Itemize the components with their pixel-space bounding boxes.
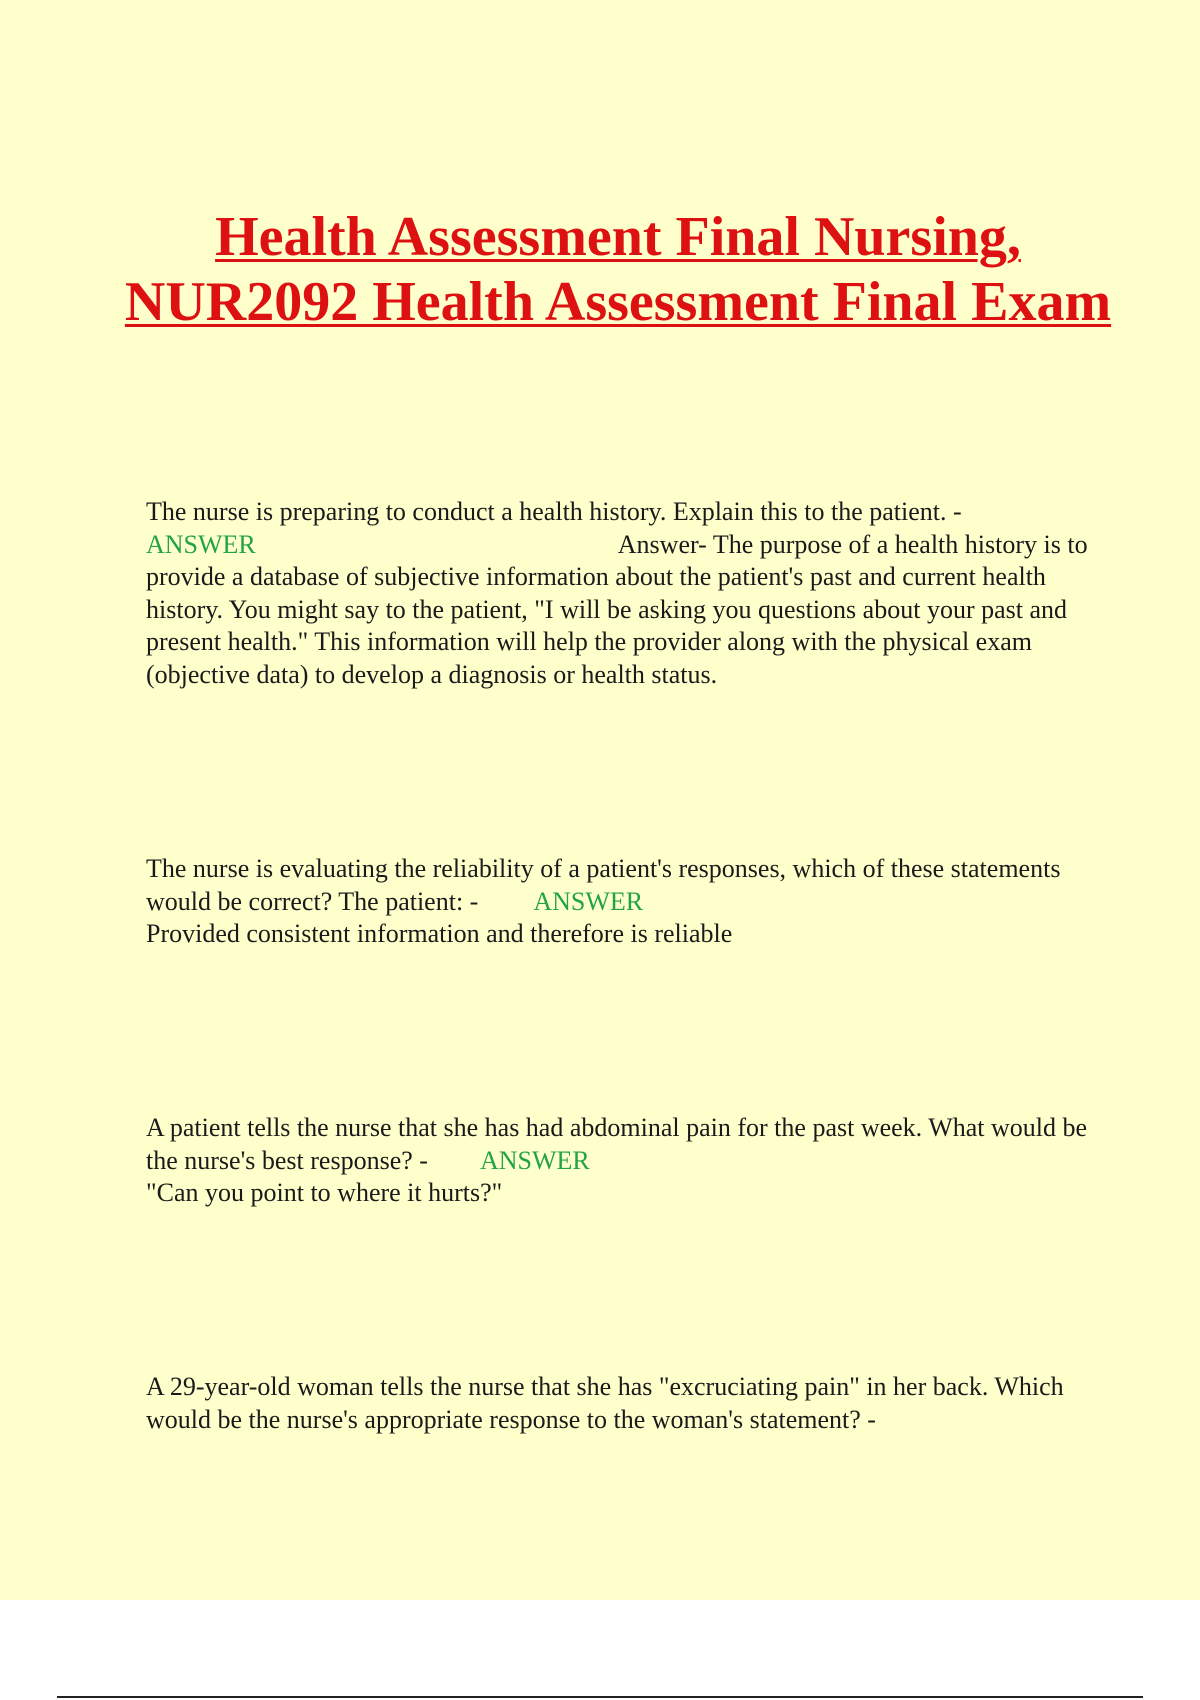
answer-text: Provided consistent information and therefore is reliable	[146, 919, 733, 948]
qa-item	[146, 853, 1096, 951]
answer-text: "Can you point to where it hurts?"	[146, 1178, 503, 1207]
qa-item	[146, 1371, 1096, 1436]
question-text: The nurse is evaluating the reliability of a patient's responses, which of these statements would be correct? The patient: -	[146, 854, 1061, 916]
answer-tag: ANSWER	[479, 1145, 590, 1175]
question-text: The nurse is preparing to conduct a health history. Explain this to the patient. -	[146, 497, 962, 526]
page-divider	[57, 1696, 1143, 1698]
answer-text: Answer- The purpose of a health history is to provide a database of subjective information about the patient's past and current health history. You might say to the patient, "I will be asking you questions about your past and present health." This information will help the provider along with the physical exam (objective data) to develop a diagnosis or health status.	[146, 529, 1088, 689]
qa-item	[146, 496, 1096, 691]
answer-tag: ANSWER	[533, 886, 644, 916]
answer-tag: ANSWER	[146, 529, 256, 559]
qa-item	[146, 1112, 1096, 1210]
question-text: A patient tells the nurse that she has had abdominal pain for the past week. What would be the nurse's best response? -	[146, 1113, 1088, 1175]
document-title: Health Assessment Final Nursing, NUR2092 Health Assessment Final Exam	[124, 206, 1112, 333]
question-text: A 29-year-old woman tells the nurse that she has "excruciating pain" in her back. Which would be the nurse's appropriate response to the woman's statement? -	[146, 1372, 1064, 1434]
